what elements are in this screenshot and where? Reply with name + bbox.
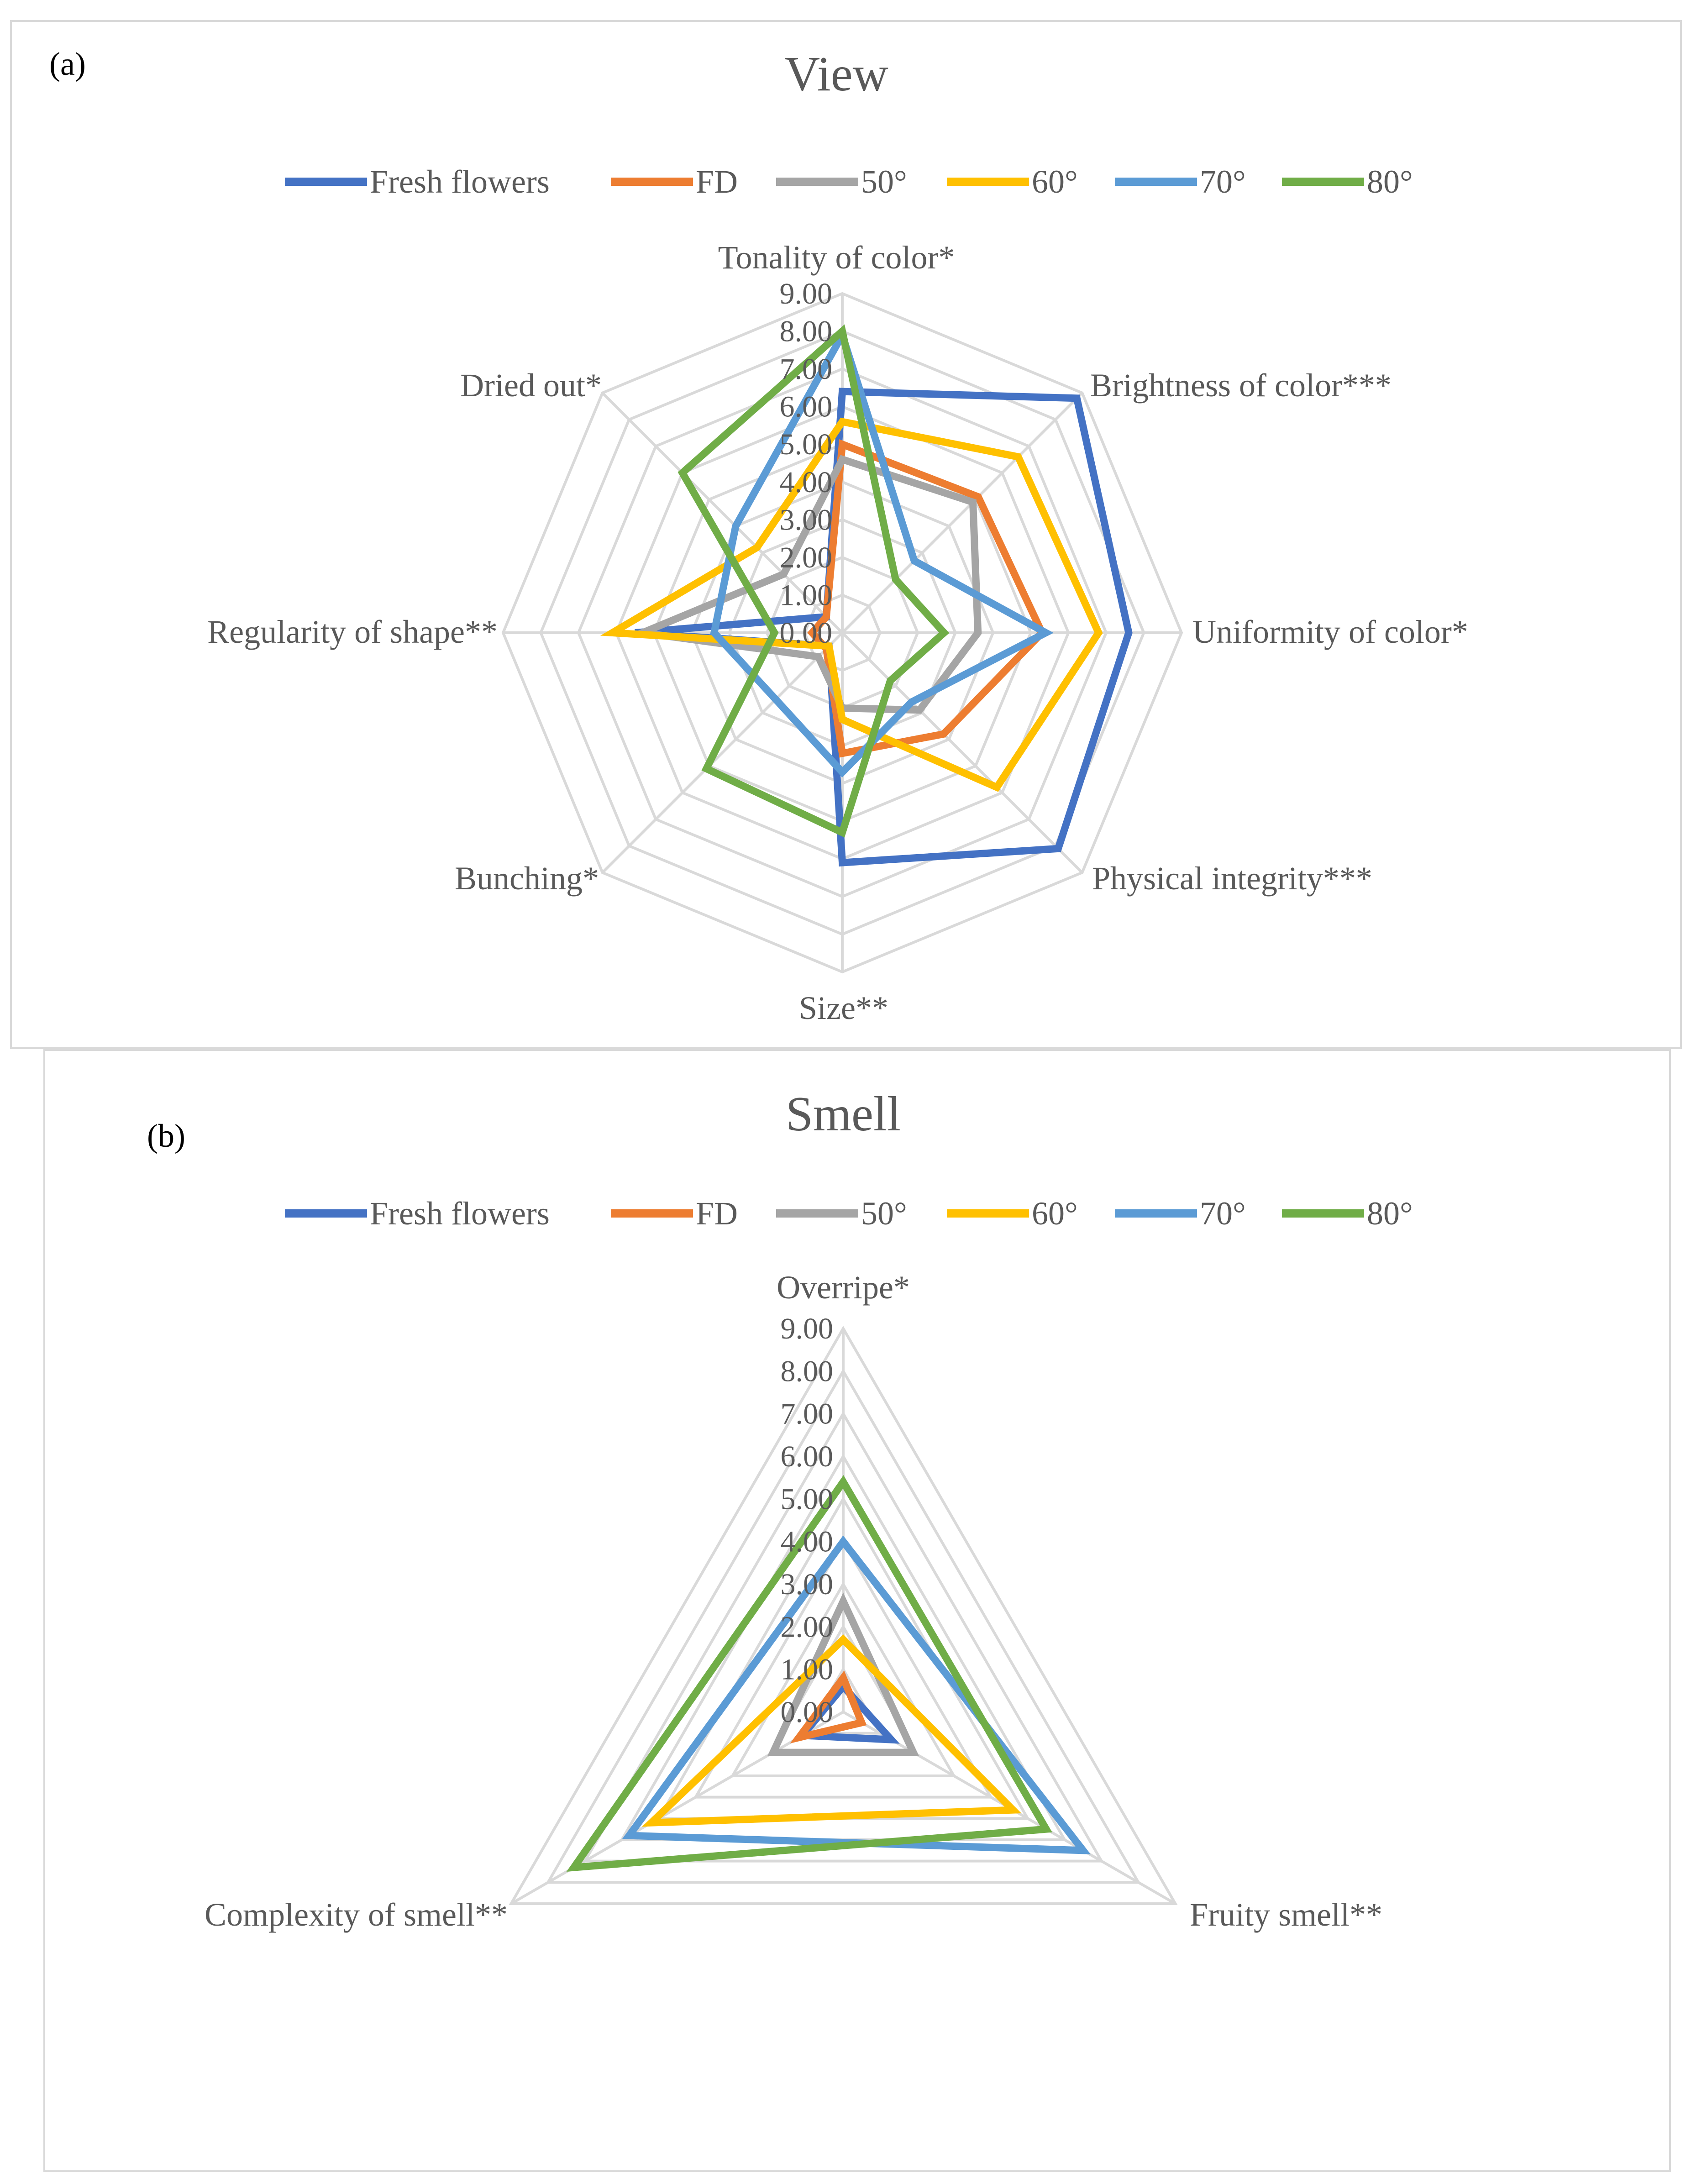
tick-label-9: 9.00	[779, 277, 832, 310]
axis-label-7: Dried out*	[460, 367, 602, 404]
tick-label-4: 4.00	[780, 1525, 833, 1559]
legend-label-1: FD	[696, 1195, 738, 1232]
panel-b-label: (b)	[147, 1118, 185, 1154]
axis-label-5: Bunching*	[455, 860, 599, 897]
tick-label-8: 8.00	[780, 1354, 833, 1388]
legend-label-5: 80°	[1367, 163, 1413, 200]
axis-label-3: Physical integrity***	[1092, 860, 1372, 897]
tick-label-8: 8.00	[779, 315, 832, 348]
tick-label-0: 0.00	[779, 616, 832, 650]
chart-a-title: View	[784, 47, 888, 101]
axis-label-1: Brightness of color***	[1090, 367, 1392, 404]
tick-label-1: 1.00	[780, 1653, 833, 1686]
tick-label-1: 1.00	[779, 578, 832, 612]
radar-chart-smell	[205, 1269, 1382, 1933]
legend-label-1: FD	[696, 163, 738, 200]
tick-label-7: 7.00	[779, 352, 832, 386]
spoke-3	[842, 633, 1082, 872]
tick-label-5: 5.00	[779, 428, 832, 462]
panel-a-label: (a)	[49, 46, 86, 82]
tick-label-3: 3.00	[780, 1568, 833, 1601]
tick-label-9: 9.00	[780, 1312, 833, 1345]
legend-label-3: 60°	[1032, 1195, 1078, 1232]
legend-b	[285, 1195, 1413, 1232]
axis-label-2: Uniformity of color*	[1192, 614, 1468, 650]
spoke-5	[603, 633, 842, 872]
legend-label-2: 50°	[861, 163, 907, 200]
legend-label-2: 50°	[861, 1195, 907, 1232]
tick-label-6: 6.00	[780, 1440, 833, 1473]
axis-label-0: Overripe*	[777, 1269, 910, 1306]
tick-label-2: 2.00	[780, 1610, 833, 1644]
legend-label-4: 70°	[1200, 163, 1246, 200]
tick-label-4: 4.00	[779, 465, 832, 499]
tick-label-0: 0.00	[780, 1696, 833, 1729]
legend-a	[285, 163, 1413, 200]
legend-label-4: 70°	[1200, 1195, 1246, 1232]
tick-label-3: 3.00	[779, 503, 832, 537]
tick-label-5: 5.00	[780, 1482, 833, 1516]
axis-label-6: Regularity of shape**	[207, 614, 498, 650]
legend-label-5: 80°	[1367, 1195, 1413, 1232]
axis-label-2: Complexity of smell**	[205, 1896, 508, 1933]
tick-label-6: 6.00	[779, 390, 832, 424]
legend-label-0: Fresh flowers	[370, 1195, 550, 1232]
axis-label-0: Tonality of color*	[718, 239, 955, 276]
tick-label-2: 2.00	[779, 541, 832, 574]
axis-label-1: Fruity smell**	[1190, 1896, 1383, 1933]
radar-chart-view	[207, 239, 1468, 1026]
legend-label-3: 60°	[1032, 163, 1078, 200]
tick-label-7: 7.00	[780, 1397, 833, 1431]
chart-b-title: Smell	[785, 1087, 901, 1141]
legend-label-0: Fresh flowers	[370, 163, 550, 200]
axis-label-4: Size**	[799, 990, 888, 1026]
